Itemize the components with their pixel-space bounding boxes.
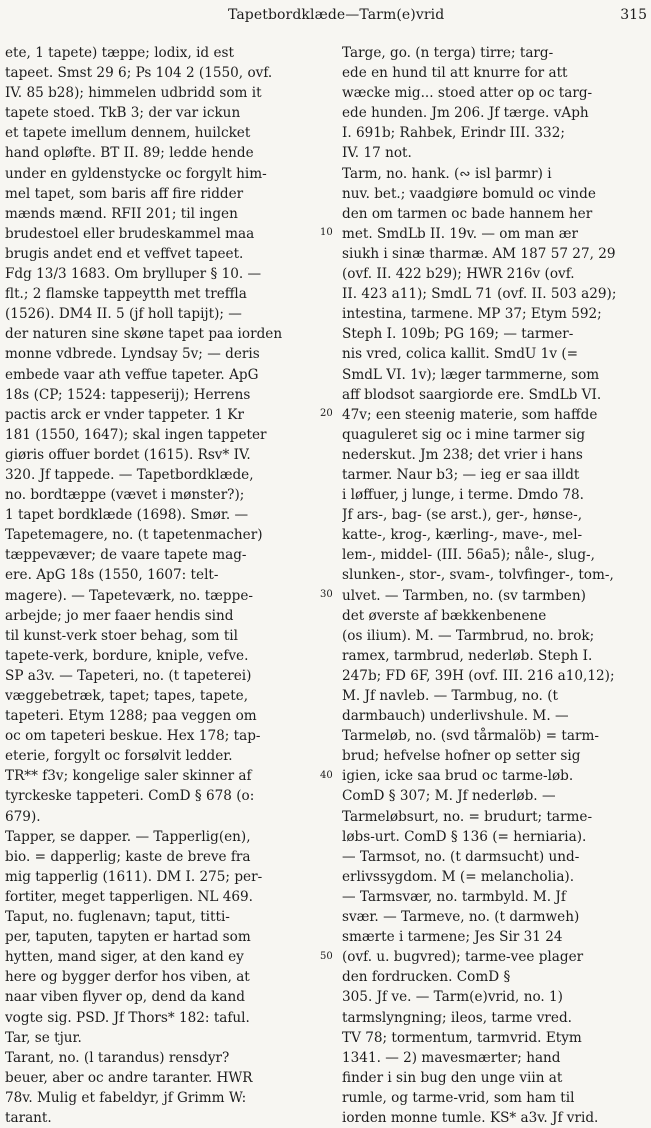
text-line: IV. 85 b28); himmelen udbridd som it [5,85,262,102]
text-line: — Tarmsot, no. (t darmsucht) und- [342,848,580,865]
text-line: 1 tapet bordklæde (1698). Smør. — [5,507,249,524]
text-line: Tarmeløb, no. (svd tårmalöb) = tarm- [342,728,599,745]
text-line: IV. 17 not. [342,145,412,162]
text-line: SmdL VI. 1v); læger tarmmerne, som [342,366,600,383]
text-line: Targe, go. (n terga) tirre; targ- [342,45,554,61]
text-line: nis vred, colica kallit. SmdU 1v (= [342,346,579,363]
text-line: 78v. Mulig et fabeldyr, jf Grimm W: [5,1089,247,1106]
text-line: TV 78; tormentum, tarmvrid. Etym [342,1029,582,1046]
running-title: Tapetbordklæde—Tarm(e)vrid [228,7,445,23]
text-line: pactis arck er vnder tappeter. 1 Kr [5,406,244,423]
text-line: slunken-, stor-, svam-, tolvfinger-, tom-, [342,567,614,584]
text-line: ulvet. — Tarmben, no. (sv tarmben) [342,587,586,604]
text-line: arbejde; jo mer faaer hendis sind [5,607,234,624]
text-line: TR** f3v; kongelige saler skinner af [5,768,252,785]
text-line: (1526). DM4 II. 5 (jf holl tapijt); — [5,306,242,323]
text-line: 18s (CP; 1524: tappeserij); Herrens [5,386,251,403]
text-line: tarmslyngning; ileos, tarme vred. [342,1009,572,1026]
text-line: mel tapet, som baris aff fire ridder [5,185,244,202]
text-line: i løffuer, j lunge, i terme. Dmdo 78. [342,487,584,504]
text-line: hytten, mand siger, at den kand ey [5,949,244,966]
text-line: tyrckeske tappeteri. ComD § 678 (o: [5,788,255,805]
text-line: iorden monne tumle. KS* a3v. Jf vrid. [342,1109,599,1126]
text-line: (os ilium). M. — Tarmbrud, no. brok; [342,627,595,644]
text-line: rumle, og tarme-vrid, som ham til [342,1089,575,1106]
text-line: flt.; 2 flamske tappeytth met treffla [5,286,247,303]
text-line: II. 423 a11); SmdL 71 (ovf. II. 503 a29); [342,286,617,303]
text-line: lem-, middel- (III. 56a5); nåle-, slug-, [342,547,595,564]
text-line: tapeteri. Etym 1288; paa veggen om [5,708,257,725]
text-line: hand opløfte. BT II. 89; ledde hende [5,145,254,162]
text-line: oc om tapeteri beskue. Hex 178; tap- [5,728,261,745]
text-line: under en gyldenstycke oc forgylt him- [5,165,267,182]
text-line: tapeet. Smst 29 6; Ps 104 2 (1550, ovf. [5,65,273,82]
left-column [5,43,315,1128]
text-line: Tarant, no. (l tarandus) rensdyr? [5,1049,230,1066]
text-line: Taput, no. fuglenavn; taput, titti- [5,909,230,926]
text-line: smærte i tarmene; Jes Sir 31 24 [342,929,563,946]
line-number-30: 30 [320,589,333,600]
text-line: ramex, tarmbrud, nederløb. Steph I. [342,647,593,664]
text-line: ede en hund til att knurre for att [342,65,568,82]
text-line: løbs-urt. ComD § 136 (= herniaria). [342,828,587,845]
text-line: per, taputen, tapyten er hartad som [5,929,251,946]
text-line: monne vdbrede. Lyndsay 5v; — deris [5,346,260,363]
text-line: der naturen sine skøne tapet paa iorden [5,326,283,343]
line-number-40: 40 [320,770,333,781]
text-line: nederskut. Jm 238; det vrier i hans [342,446,583,463]
text-line: (ovf. u. bugvred); tarme-vee plager [342,949,584,966]
text-line: Fdg 13/3 1683. Om brylluper § 10. — [5,266,262,283]
text-line: mig tapperlig (1611). DM I. 275; per- [5,868,263,885]
text-line: bio. = dapperlig; kaste de breve fra [5,848,251,865]
text-line: M. Jf navleb. — Tarmbug, no. (t [342,688,558,704]
text-line: den fordrucken. ComD § [342,969,511,986]
text-line: magere). — Tapeteværk, no. tæppe- [5,587,253,604]
text-line: finder i sin bug den unge viin at [342,1069,563,1086]
text-line: 1341. — 2) mavesmærter; hand [342,1049,561,1066]
text-line: katte-, krog-, kærling-, mave-, mel- [342,527,583,544]
text-line: Tapetemagere, no. (t tapetenmacher) [5,527,263,544]
text-line: siukh i sinæ tharmæ. AM 187 57 27, 29 [342,245,616,262]
text-line: here og bygger derfor hos viben, at [5,969,250,986]
text-line: til kunst-verk stoer behag, som til [5,627,239,644]
text-line: darmbauch) underlivshule. M. — [342,708,569,725]
text-line: Tar, se tjur. [5,1029,82,1046]
text-line: Steph I. 109b; PG 169; — tarmer- [342,326,574,343]
text-line: væggebetræk, tapet; tapes, tapete, [5,688,249,704]
text-line: 679). [5,808,41,825]
text-line: mænds mænd. RFII 201; til ingen [5,205,238,222]
text-line: brudestoel eller brudeskammel maa [5,225,255,242]
text-line: — Tarmsvær, no. tarmbyld. M. Jf [342,888,566,905]
text-line: 305. Jf ve. — Tarm(e)vrid, no. 1) [342,989,563,1006]
page-number: 315 [620,7,647,23]
text-line: no. bordtæppe (vævet i mønster?); [5,487,245,504]
text-line: 247b; FD 6F, 39H (ovf. III. 216 a10,12); [342,667,615,684]
text-line: Tarm, no. hank. (∾ isl þarmr) i [342,165,552,182]
text-line: tarant. [5,1109,52,1126]
line-number-20: 20 [320,408,333,419]
text-line: nuv. bet.; vaadgiøre bomuld oc vinde [342,185,596,202]
text-line: embede vaar ath veffue tapeter. ApG [5,366,259,383]
text-line: beuer, aber oc andre taranter. HWR [5,1069,253,1086]
text-line: ComD § 307; M. Jf nederløb. — [342,788,556,805]
text-line: det øverste af bækkenbenene [342,607,547,624]
text-line: aff blodsot saargiorde ere. SmdLb VI. [342,386,602,403]
line-number-50: 50 [320,951,333,962]
text-line: den om tarmen oc bade hannem her [342,205,593,222]
text-line: svær. — Tarmeve, no. (t darmweh) [342,909,580,926]
right-column [342,43,645,1128]
text-line: naar viben flyver op, dend da kand [5,989,245,1006]
text-line: quaguleret sig oc i mine tarmer sig [342,426,586,443]
text-line: (ovf. II. 422 b29); HWR 216v (ovf. [342,266,575,283]
text-line: ede hunden. Jm 206. Jf tærge. vAph [342,105,589,122]
text-line: brugis andet end et veffvet tapeet. [5,245,244,262]
text-line: brud; hefvelse hofner op setter sig [342,748,581,765]
text-line: SP a3v. — Tapeteri, no. (t tapeterei) [5,667,252,684]
line-number-10: 10 [320,227,333,238]
running-header [0,7,651,29]
text-line: tarmer. Naur b3; — ieg er saa illdt [342,466,580,483]
text-line: et tapete imellum dennem, huilcket [5,125,251,142]
text-line: Tarmeløbsurt, no. = brudurt; tarme- [342,808,593,825]
text-line: intestina, tarmene. MP 37; Etym 592; [342,306,602,323]
text-line: tæppevæver; de vaare tapete mag- [5,547,247,564]
text-line: erlivssygdom. M (= melancholia). [342,868,575,885]
text-line: fortiter, meget tapperligen. NL 469. [5,888,254,905]
text-line: giøris offuer bordet (1615). Rsv* IV. [5,446,251,463]
text-line: vogte sig. PSD. Jf Thors* 182: taful. [5,1009,250,1026]
text-line: 181 (1550, 1647); skal ingen tappeter [5,426,267,443]
text-line: tapete stoed. TkB 3; der var ickun [5,105,241,122]
text-line: 320. Jf tappede. — Tapetbordklæde, [5,466,254,483]
text-line: wæcke mig... stoed atter op oc targ- [342,85,593,102]
text-line: igien, icke saa brud oc tarme-løb. [342,768,574,785]
text-line: eterie, forgylt oc forsølvit ledder. [5,748,233,765]
text-line: ete, 1 tapete) tæppe; lodix, id est [5,45,234,61]
text-line: I. 691b; Rahbek, Erindr III. 332; [342,125,565,142]
text-line: tapete-verk, bordure, kniple, vefve. [5,647,249,664]
text-line: Jf ars-, bag- (se arst.), ger-, hønse-, [342,507,583,524]
text-line: ere. ApG 18s (1550, 1607: telt- [5,567,219,584]
text-line: 47v; een steenig materie, som haffde [342,406,598,423]
text-line: met. SmdLb II. 19v. — om man ær [342,225,579,242]
text-line: Tapper, se dapper. — Tapperlig(en), [5,828,251,845]
